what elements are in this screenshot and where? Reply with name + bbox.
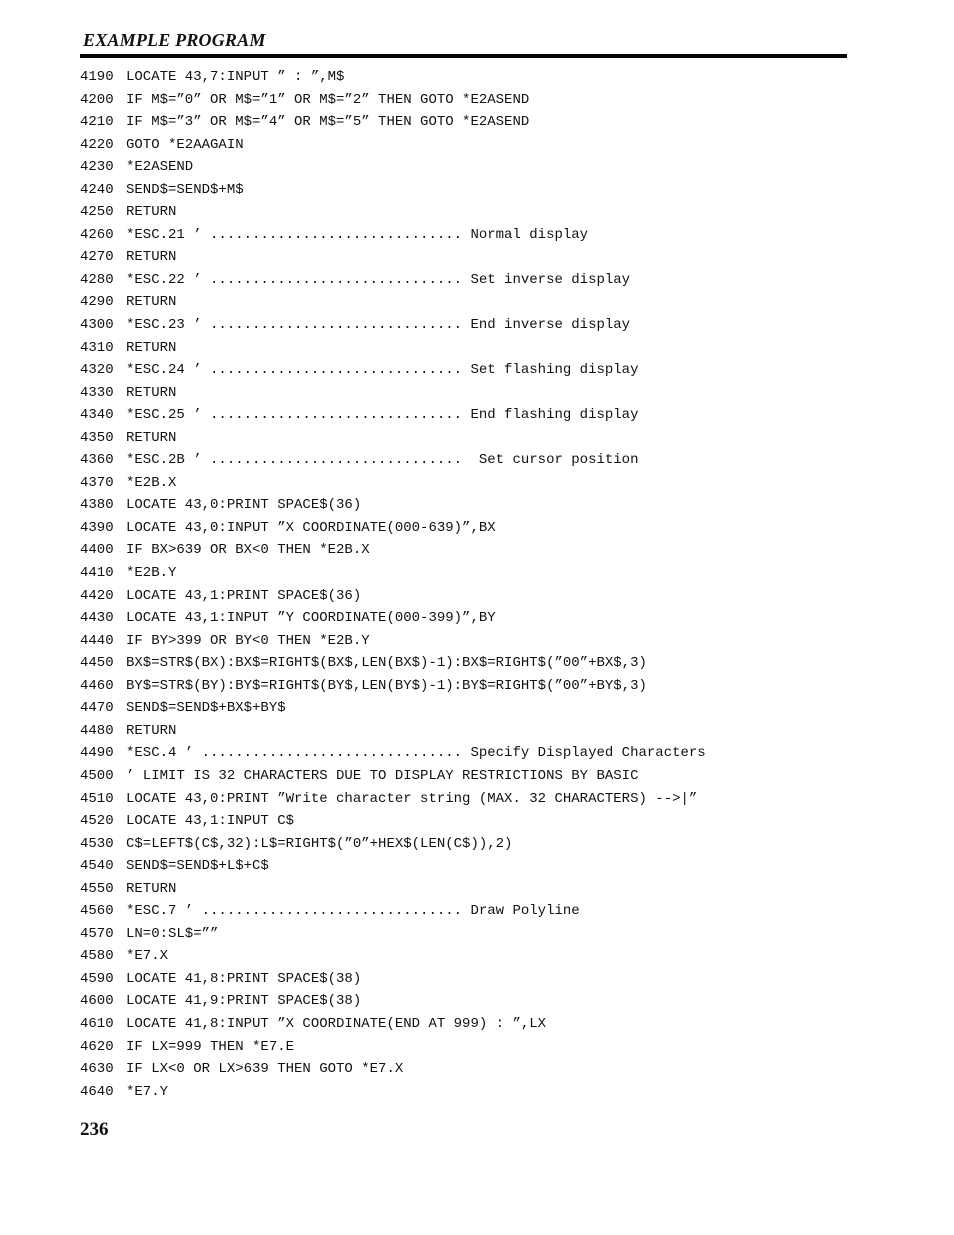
line-number: 4460 <box>80 677 114 694</box>
code-line <box>80 427 706 450</box>
line-code: RETURN <box>126 880 177 897</box>
header-rule <box>80 54 847 58</box>
code-listing <box>80 66 706 1103</box>
code-line <box>80 337 706 360</box>
code-line <box>80 201 706 224</box>
code-line <box>80 246 706 269</box>
line-number: 4570 <box>80 925 114 942</box>
code-line <box>80 359 706 382</box>
code-line <box>80 788 706 811</box>
line-code: LOCATE 43,1:INPUT ”Y COORDINATE(000-399)”,BY <box>126 610 496 627</box>
line-code: *ESC.22 ’ .............................. Set inverse display <box>126 271 631 288</box>
code-line <box>80 179 706 202</box>
line-code: IF LX=999 THEN *E7.E <box>126 1038 295 1055</box>
code-line <box>80 314 706 337</box>
line-code: IF M$=”0” OR M$=”1” OR M$=”2” THEN GOTO *E2ASEND <box>126 91 530 108</box>
line-number: 4390 <box>80 519 114 536</box>
code-line <box>80 539 706 562</box>
code-line <box>80 855 706 878</box>
code-line <box>80 89 706 112</box>
code-line <box>80 382 706 405</box>
line-code: BY$=STR$(BY):BY$=RIGHT$(BY$,LEN(BY$)-1):BY$=RIGHT$(”00”+BY$,3) <box>126 677 647 694</box>
line-code: LOCATE 41,8:INPUT ”X COORDINATE(END AT 999) : ”,LX <box>126 1015 547 1032</box>
line-number: 4270 <box>80 249 114 266</box>
line-code: LOCATE 43,0:PRINT SPACE$(36) <box>126 497 362 514</box>
line-number: 4530 <box>80 835 114 852</box>
code-line <box>80 111 706 134</box>
line-number: 4350 <box>80 429 114 446</box>
line-number: 4320 <box>80 362 114 379</box>
line-code: LOCATE 43,0:INPUT ”X COORDINATE(000-639)”,BX <box>126 519 496 536</box>
line-number: 4640 <box>80 1083 114 1100</box>
code-line <box>80 1036 706 1059</box>
line-code: RETURN <box>126 249 177 266</box>
line-number: 4240 <box>80 181 114 198</box>
code-line <box>80 1081 706 1104</box>
line-code: *E2ASEND <box>126 159 194 176</box>
line-code: *ESC.4 ’ ............................... Specify Displayed Characters <box>126 745 706 762</box>
line-code: *ESC.24 ’ .............................. Set flashing display <box>126 362 639 379</box>
line-number: 4490 <box>80 745 114 762</box>
code-line <box>80 630 706 653</box>
line-number: 4420 <box>80 587 114 604</box>
line-code: *E7.Y <box>126 1083 169 1100</box>
line-code: LOCATE 43,1:INPUT C$ <box>126 813 295 830</box>
line-number: 4290 <box>80 294 114 311</box>
line-number: 4190 <box>80 69 114 85</box>
code-line <box>80 224 706 247</box>
code-line <box>80 269 706 292</box>
line-code: IF LX<0 OR LX>639 THEN GOTO *E7.X <box>126 1061 404 1078</box>
line-code: IF BY>399 OR BY<0 THEN *E2B.Y <box>126 632 370 649</box>
line-code: LN=0:SL$=”” <box>126 925 219 942</box>
code-line <box>80 968 706 991</box>
line-number: 4440 <box>80 632 114 649</box>
line-number: 4230 <box>80 159 114 176</box>
code-line <box>80 449 706 472</box>
code-line <box>80 134 706 157</box>
line-number: 4300 <box>80 317 114 334</box>
line-number: 4210 <box>80 114 114 131</box>
line-code: RETURN <box>126 294 177 311</box>
line-number: 4550 <box>80 880 114 897</box>
line-code: RETURN <box>126 384 177 401</box>
line-code: *ESC.21 ’ .............................. Normal display <box>126 226 589 243</box>
line-number: 4410 <box>80 565 114 582</box>
line-code: BX$=STR$(BX):BX$=RIGHT$(BX$,LEN(BX$)-1):BX$=RIGHT$(”00”+BX$,3) <box>126 655 647 672</box>
line-code: *E2B.Y <box>126 565 177 582</box>
code-line <box>80 472 706 495</box>
line-number: 4580 <box>80 948 114 965</box>
code-line <box>80 562 706 585</box>
line-number: 4450 <box>80 655 114 672</box>
line-code: IF M$=”3” OR M$=”4” OR M$=”5” THEN GOTO *E2ASEND <box>126 114 530 131</box>
line-code: SEND$=SEND$+M$ <box>126 181 244 198</box>
line-code: RETURN <box>126 204 177 221</box>
code-line <box>80 697 706 720</box>
code-line <box>80 945 706 968</box>
line-number: 4430 <box>80 610 114 627</box>
line-number: 4260 <box>80 226 114 243</box>
code-line <box>80 607 706 630</box>
line-number: 4470 <box>80 700 114 717</box>
line-number: 4220 <box>80 136 114 153</box>
code-line <box>80 517 706 540</box>
line-number: 4610 <box>80 1015 114 1032</box>
code-line <box>80 810 706 833</box>
code-line <box>80 1013 706 1036</box>
line-code: RETURN <box>126 722 177 739</box>
code-line <box>80 900 706 923</box>
line-code: LOCATE 41,9:PRINT SPACE$(38) <box>126 993 362 1010</box>
line-code: *ESC.23 ’ .............................. End inverse display <box>126 317 631 334</box>
line-code: LOCATE 43,7:INPUT ” : ”,M$ <box>126 69 345 85</box>
code-line <box>80 66 706 89</box>
code-line <box>80 291 706 314</box>
line-code: RETURN <box>126 339 177 356</box>
line-code: LOCATE 43,1:PRINT SPACE$(36) <box>126 587 362 604</box>
code-line <box>80 1058 706 1081</box>
line-number: 4330 <box>80 384 114 401</box>
line-number: 4310 <box>80 339 114 356</box>
line-code: *ESC.2B ’ .............................. Set cursor position <box>126 452 639 469</box>
line-number: 4380 <box>80 497 114 514</box>
line-number: 4630 <box>80 1061 114 1078</box>
code-line <box>80 675 706 698</box>
line-code: *ESC.25 ’ .............................. End flashing display <box>126 407 639 424</box>
line-number: 4340 <box>80 407 114 424</box>
code-line <box>80 652 706 675</box>
code-line <box>80 833 706 856</box>
code-line <box>80 742 706 765</box>
line-code: *E7.X <box>126 948 169 965</box>
line-code: *E2B.X <box>126 474 177 491</box>
code-line <box>80 720 706 743</box>
line-number: 4280 <box>80 271 114 288</box>
line-number: 4500 <box>80 767 114 784</box>
line-number: 4360 <box>80 452 114 469</box>
line-number: 4600 <box>80 993 114 1010</box>
code-line <box>80 156 706 179</box>
line-code: C$=LEFT$(C$,32):L$=RIGHT$(”0”+HEX$(LEN(C$)),2) <box>126 835 513 852</box>
code-line <box>80 990 706 1013</box>
line-code: GOTO *E2AAGAIN <box>126 136 244 153</box>
line-number: 4200 <box>80 91 114 108</box>
line-number: 4590 <box>80 970 114 987</box>
line-number: 4540 <box>80 858 114 875</box>
line-number: 4620 <box>80 1038 114 1055</box>
line-number: 4560 <box>80 903 114 920</box>
code-line <box>80 765 706 788</box>
line-number: 4400 <box>80 542 114 559</box>
code-line <box>80 878 706 901</box>
line-number: 4370 <box>80 474 114 491</box>
line-number: 4250 <box>80 204 114 221</box>
line-code: LOCATE 43,0:PRINT ”Write character string (MAX. 32 CHARACTERS) -->|” <box>126 790 698 807</box>
code-line <box>80 404 706 427</box>
line-number: 4510 <box>80 790 114 807</box>
page-number: 236 <box>80 1119 109 1140</box>
code-line <box>80 585 706 608</box>
line-code: LOCATE 41,8:PRINT SPACE$(38) <box>126 970 362 987</box>
line-code: SEND$=SEND$+BX$+BY$ <box>126 700 286 717</box>
page-header-title: EXAMPLE PROGRAM <box>83 30 266 50</box>
line-code: RETURN <box>126 429 177 446</box>
code-line <box>80 923 706 946</box>
line-code: IF BX>639 OR BX<0 THEN *E2B.X <box>126 542 370 559</box>
line-code: ’ LIMIT IS 32 CHARACTERS DUE TO DISPLAY RESTRICTIONS BY BASIC <box>126 767 639 784</box>
line-number: 4520 <box>80 813 114 830</box>
line-code: SEND$=SEND$+L$+C$ <box>126 858 269 875</box>
code-line <box>80 494 706 517</box>
line-number: 4480 <box>80 722 114 739</box>
line-code: *ESC.7 ’ ............................... Draw Polyline <box>126 903 580 920</box>
